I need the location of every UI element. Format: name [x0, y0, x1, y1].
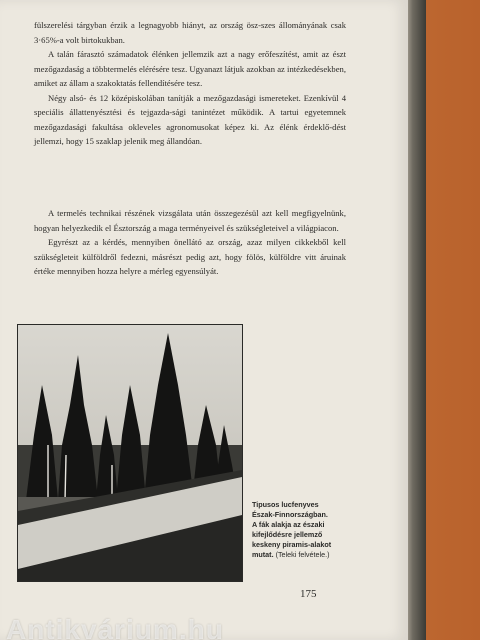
paragraph: A talán fárasztó számadatok élénken jellemzik azt a nagy erőfeszítést, amit az észt mezőgazdaság a többtermelés elérésére tesz. Ugyanazt látjuk azokban az intézkedésekben, amiket az állam a szakoktatás fellendítésére tesz.	[34, 49, 346, 88]
paragraph: A termelés technikai részének vizsgálata után összegezésül azt kell megfigyelnünk, hogyan helyezkedik el Észtország a maga terményeivel és szükségleteivel a világpiacon.	[34, 208, 346, 233]
paragraph: Egyrészt az a kérdés, mennyiben önellátó az ország, azaz milyen cikkekből kell szükségleteit külföldről fedezni, másrészt pedig azt, hogy fölös, külföldre vitt áruinak értéke mennyiben hozza helyre a mérleg egyensúlyát.	[34, 237, 346, 276]
watermark	[0, 616, 480, 640]
watermark-text: Antikvárium.hu	[6, 616, 224, 640]
forest-photograph	[17, 324, 243, 582]
paragraph: Négy alsó- és 12 középiskolában tanítják a mezőgazdasági ismereteket. Ezenkívül 4 speciális állattenyésztési és tejgazda-sági tanintézet működik. A tartui egyetemnek mezőgazdasági fakultása okleveles agronomusokat képez ki. Az élénk érdeklő-dést jellemzi, hogy 15 szaklap jelenik meg állandóan.	[34, 92, 346, 146]
page-number: 175	[300, 588, 317, 600]
text-block-top	[34, 18, 346, 149]
caption-text: Tipusos lucfenyves Észak-Finnországban. A fák alakja az északi kifejlődésre jellemző keskeny piramis-alakot mutat.	[252, 500, 332, 559]
photo-caption	[252, 500, 332, 560]
paragraph: fülszerelési tárgyban érzik a legnagyobb hiányt, az ország ösz-szes állományának csak 3·65%-a volt birtokukban.	[34, 20, 346, 45]
forest-photo-illustration	[18, 325, 242, 581]
caption-credit: (Teleki felvétele.)	[275, 550, 330, 559]
text-block-bottom	[34, 206, 346, 279]
